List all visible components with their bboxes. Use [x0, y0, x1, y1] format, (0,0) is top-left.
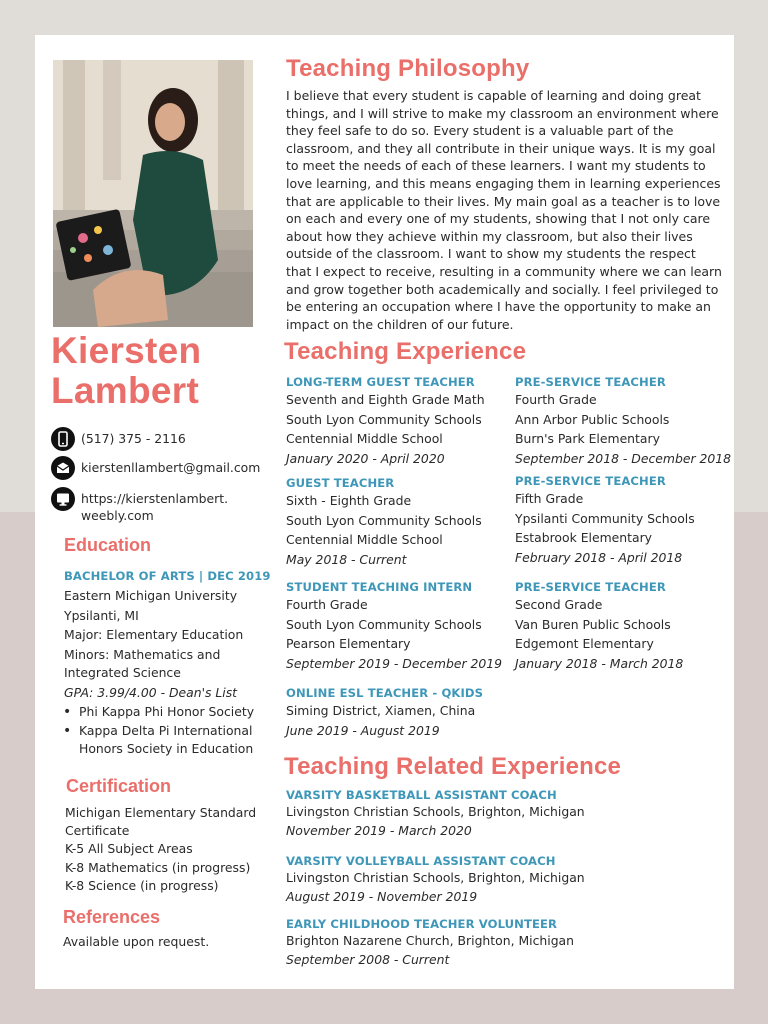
related-heading: Teaching Related Experience [284, 753, 622, 780]
certification-item: Michigan Elementary Standard [65, 805, 257, 820]
role-title: VARSITY BASKETBALL ASSISTANT COACH [286, 788, 557, 802]
certification-item: K-8 Mathematics (in progress) [65, 859, 251, 875]
job-detail: Pearson Elementary [286, 636, 411, 651]
role-dates: November 2019 - March 2020 [286, 822, 472, 838]
job-title: ONLINE ESL TEACHER - QKIDS [286, 686, 484, 700]
honors-list [58, 703, 264, 759]
experience-heading: Teaching Experience [284, 338, 527, 365]
job-title: PRE-SERVICE TEACHER [515, 474, 666, 488]
job-title: STUDENT TEACHING INTERN [286, 580, 473, 594]
job-dates: January 2020 - April 2020 [286, 450, 445, 466]
role-detail: Livingston Christian Schools, Brighton, Michigan [286, 870, 585, 885]
job-detail: Van Buren Public Schools [515, 616, 671, 632]
job-dates: May 2018 - Current [286, 551, 407, 567]
job-detail: Burn's Park Elementary [515, 431, 660, 446]
role-dates: September 2008 - Current [286, 951, 450, 967]
job-detail: Siming District, Xiamen, China [286, 703, 476, 718]
website-link[interactable]: https://kierstenlambert. weebly.com [81, 491, 229, 523]
certification-heading: Certification [66, 776, 172, 796]
job-detail: Ann Arbor Public Schools [515, 411, 670, 427]
job-detail: Fourth Grade [515, 392, 597, 407]
school-name: Eastern Michigan University [64, 588, 238, 603]
job-detail: Seventh and Eighth Grade Math [286, 392, 485, 407]
envelope-icon [51, 456, 75, 480]
experience-entry [286, 580, 511, 673]
related-entry [286, 788, 726, 840]
related-entry [286, 854, 726, 906]
job-detail: Second Grade [515, 597, 603, 612]
phone-number[interactable]: (517) 375 - 2116 [81, 431, 186, 446]
philosophy-heading: Teaching Philosophy [286, 55, 530, 82]
experience-entry [515, 580, 740, 673]
job-detail: Centennial Middle School [286, 431, 443, 446]
education-details [64, 586, 264, 759]
experience-entry [515, 375, 740, 468]
honor-item: • Phi Kappa Phi Honor Society [58, 703, 264, 722]
experience-entry [515, 474, 740, 567]
computer-icon [51, 487, 75, 511]
honor-item: • Kappa Delta Pi International Honors Society in Education [58, 722, 264, 759]
minors-line1: Minors: Mathematics and [64, 646, 221, 662]
job-dates: January 2018 - March 2018 [515, 655, 684, 671]
job-detail: Fifth Grade [515, 491, 584, 506]
job-title: PRE-SERVICE TEACHER [515, 375, 666, 389]
role-title: VARSITY VOLLEYBALL ASSISTANT COACH [286, 854, 556, 868]
job-detail: Ypsilanti Community Schools [515, 510, 695, 526]
resume-page [35, 35, 734, 989]
phone-icon [51, 427, 75, 451]
email-address[interactable]: kierstenllambert@gmail.com [81, 460, 261, 475]
education-heading: Education [64, 535, 152, 555]
degree-title: BACHELOR OF ARTS | DEC 2019 [64, 569, 271, 583]
first-name: Kiersten [51, 330, 202, 371]
job-detail: Estabrook Elementary [515, 530, 653, 545]
experience-entry [286, 686, 511, 740]
major: Major: Elementary Education [64, 627, 244, 642]
job-detail: South Lyon Community Schools [286, 512, 482, 528]
references-text: Available upon request. [63, 934, 210, 949]
job-detail: South Lyon Community Schools [286, 616, 482, 632]
job-detail: Centennial Middle School [286, 532, 443, 547]
job-dates: September 2018 - December 2018 [515, 450, 732, 466]
job-detail: Sixth - Eighth Grade [286, 493, 412, 508]
role-title: EARLY CHILDHOOD TEACHER VOLUNTEER [286, 917, 558, 931]
job-dates: February 2018 - April 2018 [515, 549, 683, 565]
job-detail: Edgemont Elementary [515, 636, 654, 651]
job-dates: September 2019 - December 2019 [286, 655, 503, 671]
minors-line2: Integrated Science [64, 665, 181, 680]
last-name: Lambert [51, 370, 200, 411]
certification-item: K-5 All Subject Areas [65, 841, 193, 857]
contact-email [51, 456, 266, 480]
role-detail: Livingston Christian Schools, Brighton, Michigan [286, 804, 585, 819]
job-title: GUEST TEACHER [286, 476, 395, 490]
contact-website [51, 487, 266, 524]
job-title: PRE-SERVICE TEACHER [515, 580, 666, 594]
philosophy-text: I believe that every student is capable of learning and doing great things, and I will strive to make my classroom an environment where they feel safe to do so. Every student is a valuable part of the classroom, and they all contribute in their unique ways. It is my goal to meet the needs of each of these learners. I want my students to love learning, and this means engaging them in learning experiences that are applicable to their lives. My main goal as a teacher is to love on each and every one of my students, showing that I not only care about how they achieve within my classroom, but also their lives outside of the classroom. I want to show my students the respect that I expect to receive, resulting in a community where we can learn and grow together both academically and socially. I feel privileged to be entering an occupation where I have the opportunity to make an impact on the children of our future. [286, 88, 722, 332]
gpa: GPA: 3.99/4.00 - Dean's List [64, 685, 238, 700]
profile-photo [53, 60, 253, 327]
job-dates: June 2019 - August 2019 [286, 722, 440, 738]
certification-item: K-8 Science (in progress) [65, 877, 219, 893]
role-dates: August 2019 - November 2019 [286, 888, 478, 904]
certification-item: Certificate [65, 823, 130, 839]
experience-entry [286, 476, 511, 569]
role-detail: Brighton Nazarene Church, Brighton, Michigan [286, 933, 575, 948]
contact-phone [51, 427, 266, 451]
job-title: LONG-TERM GUEST TEACHER [286, 375, 475, 389]
related-entry [286, 917, 726, 969]
certification-list [65, 804, 265, 895]
candidate-name [51, 331, 266, 411]
references-heading: References [63, 907, 161, 927]
school-location: Ypsilanti, MI [64, 607, 139, 623]
experience-entry [286, 375, 511, 468]
job-detail: Fourth Grade [286, 597, 368, 612]
job-detail: South Lyon Community Schools [286, 411, 482, 427]
